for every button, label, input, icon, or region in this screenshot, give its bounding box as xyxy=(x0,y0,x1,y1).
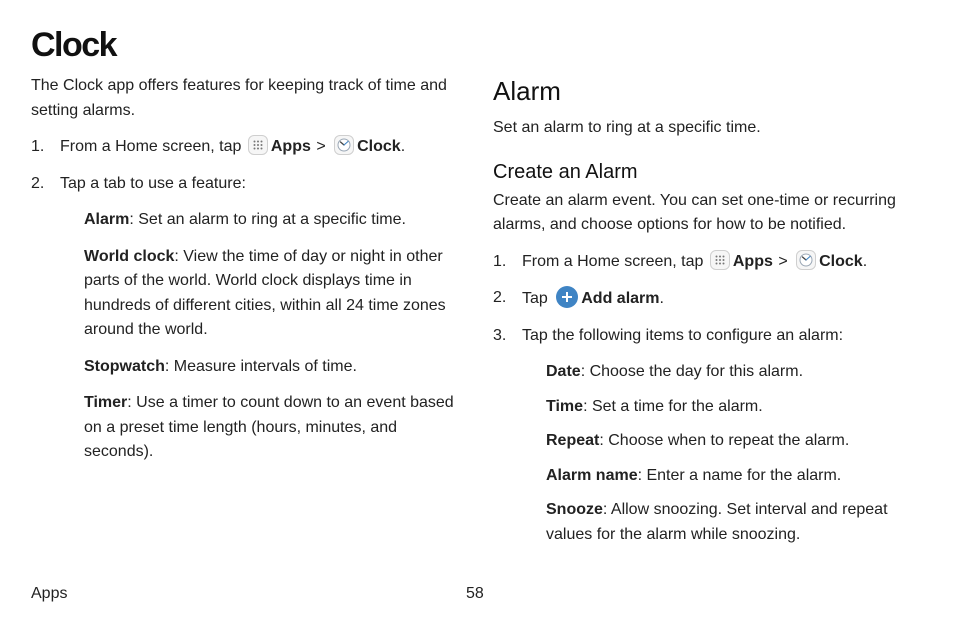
step-number: 1. xyxy=(493,252,507,270)
option-alarm-name: Alarm name: Enter a name for the alarm. xyxy=(546,466,842,484)
add-circle-icon xyxy=(556,286,578,308)
apps-grid-icon xyxy=(710,250,730,270)
feature-timer: Timer: Use a timer to count down to an event based on a preset time length (hours, minutes, and seconds). xyxy=(84,394,454,460)
right-step-2 xyxy=(493,286,933,312)
chevron-right-icon: > xyxy=(778,252,788,270)
left-column xyxy=(31,74,461,477)
apps-grid-icon xyxy=(248,135,268,155)
option-snooze: Snooze: Allow snoozing. Set interval and repeat values for the alarm while snoozing. xyxy=(546,501,888,543)
page-number: 58 xyxy=(466,585,484,602)
create-alarm-intro: Create an alarm event. You can set one-time or recurring alarms, and choose options for how to be notified. xyxy=(493,191,896,233)
step-text: From a Home screen, tap Apps > Clock. xyxy=(60,135,405,160)
option-time: Time: Set a time for the alarm. xyxy=(546,397,763,415)
create-alarm-heading: Create an Alarm xyxy=(493,160,638,183)
feature-alarm: Alarm: Set an alarm to ring at a specific time. xyxy=(84,211,406,228)
alarm-intro: Set an alarm to ring at a specific time. xyxy=(493,119,761,136)
footer-section: Apps xyxy=(31,585,68,602)
add-alarm-label: Add alarm xyxy=(581,290,660,307)
right-step-3 xyxy=(493,324,933,349)
right-column xyxy=(493,74,933,557)
option-repeat: Repeat: Choose when to repeat the alarm. xyxy=(546,432,850,449)
page-title: Clock xyxy=(31,26,117,64)
right-step-1 xyxy=(493,250,933,275)
clock-intro: The Clock app offers features for keeping track of time and setting alarms. xyxy=(31,77,447,119)
step-text: From a Home screen, tap Apps > Clock. xyxy=(522,250,867,275)
chevron-right-icon: > xyxy=(316,138,326,155)
feature-stopwatch: Stopwatch: Measure intervals of time. xyxy=(84,357,357,375)
step-number: 2. xyxy=(31,174,45,192)
step-text: Tap a tab to use a feature: xyxy=(60,174,246,192)
left-step-1 xyxy=(31,135,461,160)
apps-label: Apps xyxy=(270,138,311,155)
clock-app-icon xyxy=(334,135,354,155)
clock-label: Clock xyxy=(819,252,863,270)
feature-world-clock: World clock: View the time of day or night in other parts of the world. World clock displays time in hundreds of different cities, within all 24 time zones around the world. xyxy=(84,247,446,338)
step-number: 1. xyxy=(31,138,45,155)
step-text: Tap the following items to configure an alarm: xyxy=(522,326,844,344)
step-number: 3. xyxy=(493,326,507,344)
left-step-2 xyxy=(31,172,461,197)
step-number: 2. xyxy=(493,289,507,306)
clock-app-icon xyxy=(796,250,816,270)
apps-label: Apps xyxy=(732,252,773,270)
option-date: Date: Choose the day for this alarm. xyxy=(546,363,804,380)
alarm-heading: Alarm xyxy=(493,76,561,106)
step-text: Tap Add alarm. xyxy=(522,286,664,312)
clock-label: Clock xyxy=(357,138,401,155)
